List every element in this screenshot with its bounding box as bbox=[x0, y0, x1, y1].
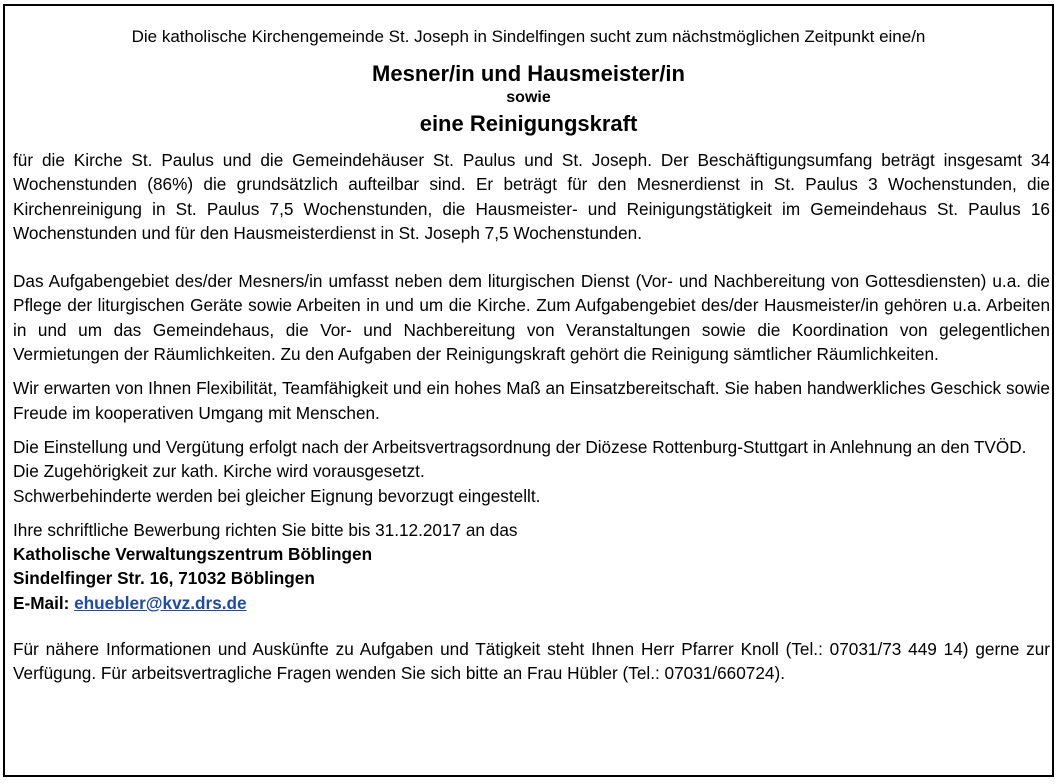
contact-organization: Katholische Verwaltungszentrum Böblingen bbox=[13, 544, 373, 565]
terms-disability: Schwerbehinderte werden bei gleicher Eignung bevorzugt eingestellt. bbox=[13, 485, 541, 506]
email-label: E-Mail: bbox=[13, 592, 70, 613]
contact-intro: Ihre schriftliche Bewerbung richten Sie bitte bis 31.12.2017 an das bbox=[13, 519, 518, 540]
terms-church-membership: Die Zugehörigkeit zur kath. Kirche wird vorausgesetzt. bbox=[13, 461, 425, 482]
title-connector: sowie bbox=[506, 89, 551, 106]
paragraph-terms bbox=[13, 435, 1050, 508]
contact-email-row bbox=[13, 591, 1050, 615]
intro-line: Die katholische Kirchengemeinde St. Joseph in Sindelfingen sucht zum nächstmöglichen Zeitpunkt eine/n bbox=[131, 27, 926, 46]
paragraph-duties: Das Aufgabengebiet des/der Mesners/in umfasst neben dem liturgischen Dienst (Vor- und Nachbereitung von Gottesdiensten) u.a. die Pflege der liturgischen Geräte sowie Arbeiten in und um die Kirche. Zum Aufgabengebiet des/der Hausmeister/in gehören u.a. Arbeiten in und um das Gemeindehaus, die Vor- und Nachbereitung von Veranstaltungen sowie die Koordination von gelegentlichen Vermietungen der Räumlichkeiten. Zu den Aufgaben der Reinigungskraft gehört die Reinigung sämtlicher Räumlichkeiten. bbox=[13, 271, 1050, 365]
paragraph-closing: Für nähere Informationen und Auskünfte zu Aufgaben und Tätigkeit steht Ihnen Herr Pfarrer Knoll (Tel.: 07031/73 449 14) gerne zur Verfügung. Für arbeitsvertragliche Fragen wenden Sie sich bitte an Frau Hübler (Tel.: 07031/660724). bbox=[13, 639, 1050, 684]
title-position-2: eine Reinigungskraft bbox=[419, 111, 638, 136]
email-link[interactable]: ehuebler@kvz.drs.de bbox=[74, 592, 247, 613]
ad-body bbox=[13, 148, 1050, 686]
paragraph-hours: für die Kirche St. Paulus und die Gemeindehäuser St. Paulus und St. Joseph. Der Beschäftigungsumfang beträgt insgesamt 34 Wochenstunden (86%) die grundsätzlich aufteilbar sind. Er beträgt für den Mesnerdienst in St. Paulus 3 Wochenstunden, die Kirchenreinigung in St. Paulus 7,5 Wochenstunden, die Hausmeister- und Reinigungstätigkeit im Gemeindehaus St. Paulus 16 Wochenstunden und für den Hausmeisterdienst in St. Joseph 7,5 Wochenstunden. bbox=[13, 150, 1050, 243]
contact-address: Sindelfinger Str. 16, 71032 Böblingen bbox=[13, 568, 315, 589]
job-advertisement bbox=[3, 4, 1054, 777]
terms-payment: Die Einstellung und Vergütung erfolgt nach der Arbeitsvertragsordnung der Diözese Rottenburg-Stuttgart in Anlehnung an den TVÖD. bbox=[13, 436, 1027, 457]
contact-block bbox=[13, 518, 1050, 615]
paragraph-expectations: Wir erwarten von Ihnen Flexibilität, Teamfähigkeit und ein hohes Maß an Einsatzbereitschaft. Sie haben handwerkliches Geschick sowie Freude im kooperativen Umgang mit Menschen. bbox=[13, 378, 1050, 423]
title-position-1: Mesner/in und Hausmeister/in bbox=[372, 61, 685, 86]
